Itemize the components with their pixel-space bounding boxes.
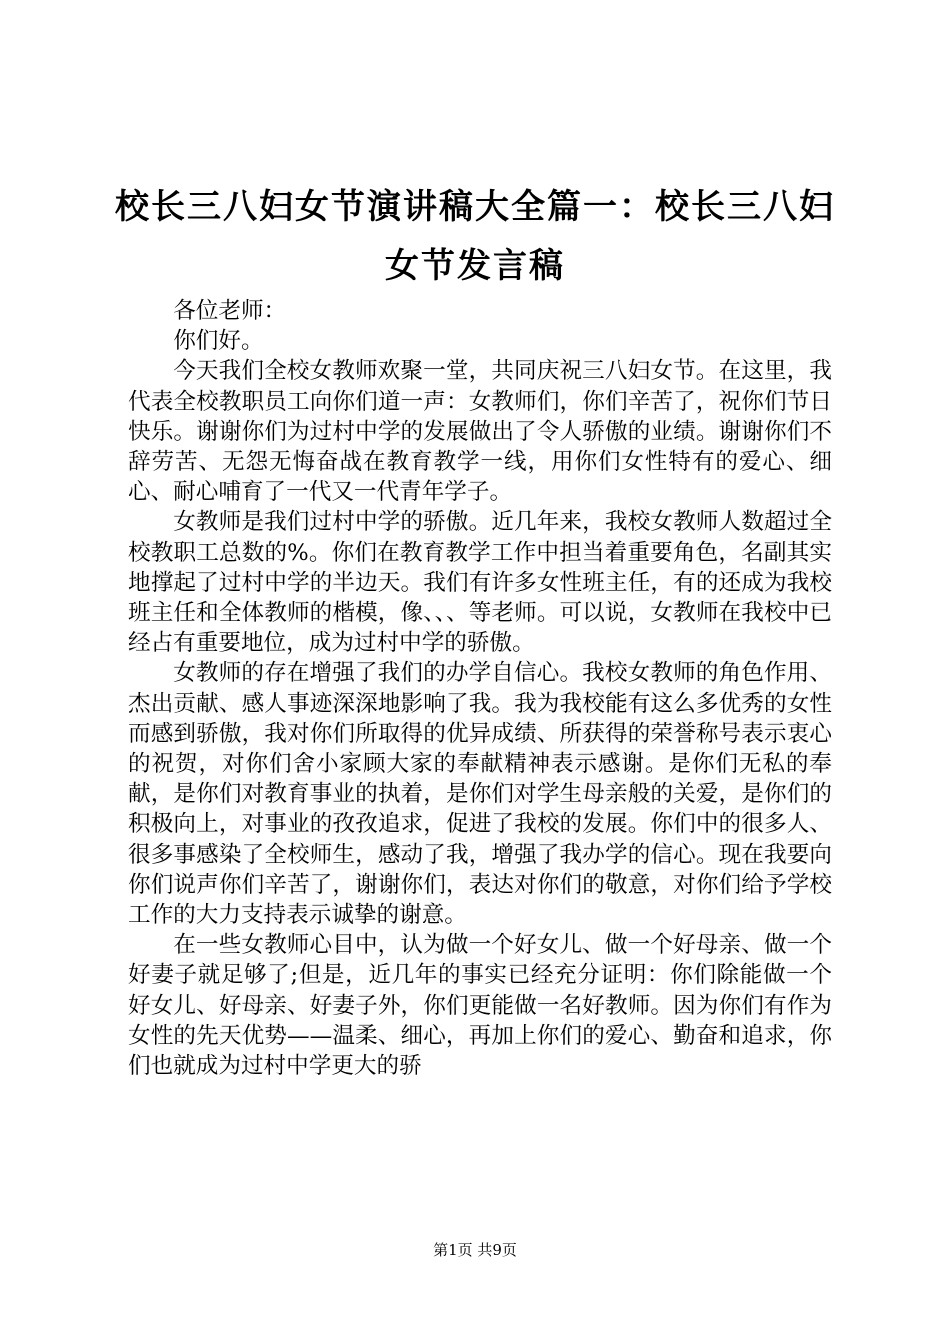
document-body	[128, 296, 832, 1081]
salutation: 各位老师：	[173, 298, 287, 324]
document-title: 校长三八妇女节演讲稿大全篇一：校长三八妇女节发言稿	[115, 187, 835, 286]
greeting: 你们好。	[173, 328, 264, 355]
paragraph: 今天我们全校女教师欢聚一堂，共同庆祝三八妇女节。在这里，我代表全校教职员工向你们道一声：女教师们，你们辛苦了，祝你们节日快乐。谢谢你们为过村中学的发展做出了令人骄傲的业绩。谢谢你们不辞劳苦、无怨无悔奋战在教育教学一线，用你们女性特有的爱心、细心、耐心哺育了一代又一代青年学子。	[128, 358, 832, 506]
paragraph: 女教师的存在增强了我们的办学自信心。我校女教师的角色作用、杰出贡献、感人事迹深深地影响了我。我为我校能有这么多优秀的女性而感到骄傲，我对你们所取得的优异成绩、所获得的荣誉称号表示衷心的祝贺，对你们舍小家顾大家的奉献精神表示感谢。是你们无私的奉献，是你们对教育事业的执着，是你们对学生母亲般的关爱，是你们的积极向上，对事业的孜孜追求，促进了我校的发展。你们中的很多人、很多事感染了全校师生，感动了我，增强了我办学的信心。现在我要向你们说声你们辛苦了，谢谢你们，表达对你们的敬意，对你们给予学校工作的大力支持表示诚挚的谢意。	[128, 660, 832, 929]
paragraph: 女教师是我们过村中学的骄傲。近几年来，我校女教师人数超过全校教职工总数的%。你们在教育教学工作中担当着重要角色，名副其实地撑起了过村中学的半边天。我们有许多女性班主任，有的还成为我校班主任和全体教师的楷模，像、、、等老师。可以说，女教师在我校中已经占有重要地位，成为过村中学的骄傲。	[128, 509, 832, 657]
paragraph: 在一些女教师心目中，认为做一个好女儿、做一个好母亲、做一个好妻子就足够了;但是，近几年的事实已经充分证明：你们除能做一个好女儿、好母亲、好妻子外，你们更能做一名好教师。因为你们有作为女性的先天优势——温柔、细心，再加上你们的爱心、勤奋和追求，你们也就成为过村中学更大的骄	[128, 932, 832, 1080]
page-footer: 第1页 共9页	[433, 1241, 517, 1259]
